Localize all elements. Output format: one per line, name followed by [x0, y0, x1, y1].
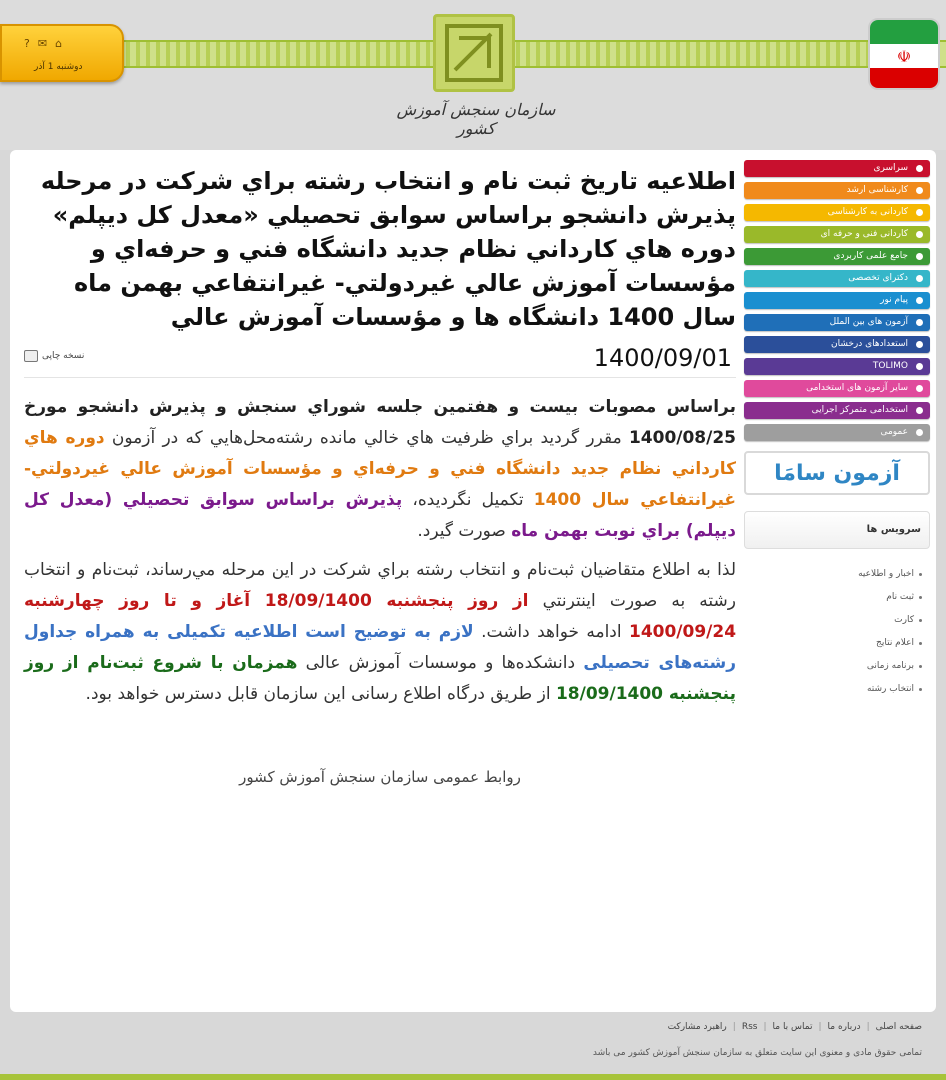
- p1-text-1: براساس مصوبات بيست و هفتمين جلسه شوراي سنجش و پذيرش دانشجو مورخ: [24, 397, 736, 417]
- menu-item-central-hiring[interactable]: استخدامی متمرکز اجرایی: [744, 402, 930, 419]
- menu-item-arshad[interactable]: کارشناسی ارشد: [744, 182, 930, 199]
- signature: روابط عمومی سازمان سنجش آموزش کشور: [239, 768, 521, 786]
- print-button[interactable]: [24, 350, 84, 362]
- menu-item-payame-noor[interactable]: پیام نور: [744, 292, 930, 309]
- service-link-field-selection[interactable]: انتخاب رشته: [744, 678, 922, 701]
- article: [24, 164, 736, 786]
- p1-text-2: مقرر گرديد براي ظرفيت هاي خالي مانده رشته‌محل‌هايي كه در آزمون: [111, 428, 622, 448]
- p1-highlight-admission: پذيرش براساس سوابق تحصيلي (معدل كل ديپلم) براي نوبت بهمن ماه: [24, 490, 736, 541]
- footer-links: صفحه اصلی | درباره ما | تماس با ما | Rss | راهبرد مشارکت: [667, 1022, 922, 1032]
- menu-item-tolimo[interactable]: TOLIMO: [744, 358, 930, 375]
- service-link-news[interactable]: اخبار و اطلاعیه: [744, 563, 922, 586]
- mail-icon[interactable]: ✉: [37, 37, 48, 50]
- menu-item-kardani-karshenasi[interactable]: کاردانی به کارشناسی: [744, 204, 930, 221]
- paragraph-1: [24, 392, 736, 547]
- paragraph-2: [24, 555, 736, 710]
- menu-item-fanni-herfei[interactable]: کاردانی فنی و حرفه ای: [744, 226, 930, 243]
- footer-copyright: تمامی حقوق مادی و معنوی این سایت متعلق به سازمان سنجش آموزش کشور می باشد: [592, 1048, 922, 1058]
- menu-item-talent[interactable]: استعدادهای درخشان: [744, 336, 930, 353]
- service-link-card[interactable]: کارت: [744, 609, 922, 632]
- service-link-schedule[interactable]: برنامه زمانی: [744, 655, 922, 678]
- footer-bar: [0, 1074, 946, 1080]
- p1-text-4: صورت گيرد.: [417, 521, 506, 541]
- service-link-register[interactable]: ثبت نام: [744, 586, 922, 609]
- iran-flag: [868, 18, 940, 90]
- p2-highlight-start: همزمان با شروع ثبت‌نام از روز پنجشنبه 18/09/1400: [24, 653, 736, 704]
- org-name: سازمان سنجش آموزش کشور: [396, 100, 556, 138]
- menu-item-general[interactable]: عمومی: [744, 424, 930, 441]
- services-list: [744, 563, 930, 701]
- menu-item-other-exams[interactable]: سایر آزمون های استخدامی: [744, 380, 930, 397]
- p1-highlight-exam: دوره هاي كارداني نظام جديد دانشگاه فني و حرفه‌اي و مؤسسات آموزش عالي غيردولتي- غيرانتفاعي سال 1400: [24, 428, 736, 510]
- article-body: [24, 392, 736, 710]
- date-box: [0, 24, 124, 82]
- printer-icon: [24, 350, 38, 362]
- menu-item-international[interactable]: آزمون های بین الملل: [744, 314, 930, 331]
- p2-text-4: از طریق درگاه اطلاع رسانی این سازمان قابل دسترس خواهد بود.: [85, 684, 551, 704]
- menu-item-elmi-karbordi[interactable]: جامع علمی کاربردی: [744, 248, 930, 265]
- footer-link-contact[interactable]: تماس با ما: [772, 1022, 813, 1032]
- home-icon[interactable]: ⌂: [55, 37, 63, 50]
- article-meta: [24, 342, 736, 378]
- org-logo[interactable]: [433, 14, 515, 92]
- p2-text-1: لذا به اطلاع متقاضيان ثبت‌نام و انتخاب رشته براي شركت در اين مرحله مي‌رساند، ثبت‌نام و انتخاب رشته به صورت اينترنتي: [24, 560, 737, 611]
- footer-link-rss[interactable]: Rss: [741, 1022, 758, 1032]
- article-date: 1400/09/01: [593, 344, 732, 372]
- menu-item-doctora[interactable]: دکترای تخصصی: [744, 270, 930, 287]
- p2-highlight-note: لازم به توضیح است اطلاعیه تکمیلی به همراه جداول رشته‌های تحصیلی: [24, 622, 737, 673]
- service-link-results[interactable]: اعلام نتایج: [744, 632, 922, 655]
- sanama-banner[interactable]: آزمون سامَا: [744, 451, 930, 495]
- help-icon[interactable]: ?: [24, 37, 30, 50]
- main-card: [10, 150, 936, 1012]
- header: [0, 0, 946, 150]
- p1-text-3: تكميل نگرديده،: [412, 490, 524, 510]
- p2-text-2: ادامه خواهد داشت.: [481, 622, 622, 642]
- footer-link-participation[interactable]: راهبرد مشارکت: [667, 1022, 727, 1032]
- footer-link-home[interactable]: صفحه اصلی: [875, 1022, 922, 1032]
- print-label: نسخه چاپی: [42, 351, 85, 361]
- p1-date: 1400/08/25: [628, 428, 736, 448]
- article-title: اطلاعيه تاريخ ثبت نام و انتخاب رشته براي شركت در مرحله پذيرش دانشجو براساس سوابق تحصيلي «معدل كل ديپلم» دوره هاي كارداني نظام جديد دانشگاه فني و حرفه‌اي و مؤسسات آموزش عالي غيردولتي- غيرانتفاعي بهمن ماه سال 1400 دانشگاه ها و مؤسسات آموزش عالي: [40, 167, 736, 331]
- date-label: دوشنبه 1 آذر: [34, 62, 83, 72]
- logo-emblem-icon: [443, 22, 505, 84]
- menu-item-sarasari[interactable]: سراسری: [744, 160, 930, 177]
- p2-highlight-dates: از روز پنجشنبه 18/09/1400 آغاز و تا روز چهارشنبه 1400/09/24: [24, 591, 737, 642]
- sidebar: [744, 160, 930, 701]
- services-title: سرویس ها: [744, 511, 930, 549]
- emblem-icon: ☫: [896, 46, 912, 66]
- p2-text-3: دانشکده‌ها و موسسات آموزش عالی: [305, 653, 576, 673]
- footer-link-about[interactable]: درباره ما: [827, 1022, 861, 1032]
